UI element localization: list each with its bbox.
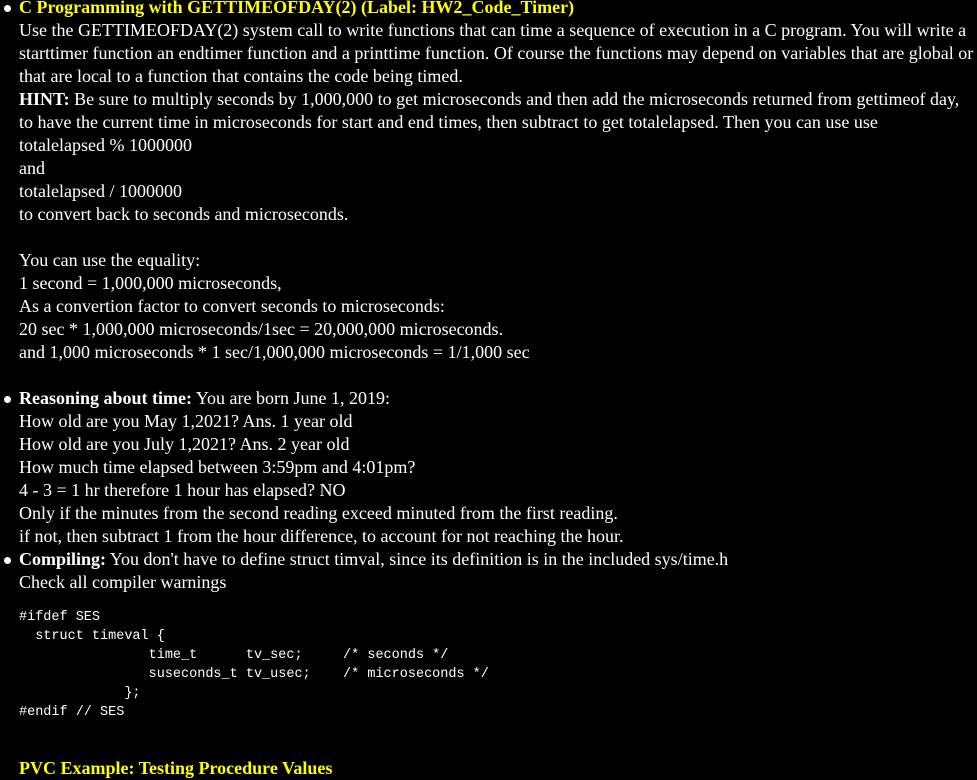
text-line: if not, then subtract 1 from the hour difference, to account for not reaching the hour. (19, 526, 624, 546)
text-line: As a convertion factor to convert seconds to microseconds: (19, 296, 445, 316)
text-line: to convert back to seconds and microseconds. (19, 204, 349, 224)
text-line: You can use the equality: (19, 250, 201, 270)
spacer (19, 364, 977, 387)
reasoning-intro-text: You are born June 1, 2019: (192, 388, 391, 408)
section-title-timer: C Programming with GETTIMEOFDAY(2) (Label: HW2_Code_Timer) (19, 0, 575, 17)
text-line: 1 second = 1,000,000 microseconds, (19, 273, 282, 293)
hint-text: Be sure to multiply seconds by 1,000,000 to get microseconds and then add the microseconds returned from gettimeof day, to have the current time in microseconds for start and end times, then subtract to get totalelapsed. Then you can use use (19, 89, 960, 132)
text-line: 20 sec * 1,000,000 microseconds/1sec = 20,000,000 microseconds. (19, 319, 504, 339)
next-section-title: PVC Example: Testing Procedure Values (19, 758, 333, 778)
list-item-timer (0, 0, 977, 387)
text-line: 4 - 3 = 1 hr therefore 1 hour has elapsed? NO (19, 480, 346, 500)
code-block: #ifdef SES struct timeval { time_t tv_sec; /* seconds */ suseconds_t tv_usec; /* microseconds */ }; #endif // SES (19, 610, 489, 720)
text-line: How old are you May 1,2021? Ans. 1 year old (19, 411, 353, 431)
text-line: Check all compiler warnings (19, 572, 227, 592)
hint-paragraph (19, 88, 977, 134)
bullet-icon (4, 396, 11, 403)
timer-description: Use the GETTIMEOFDAY(2) system call to write functions that can time a sequence of execution in a C program. You will write a starttimer function an endtimer function and a printtime function. Of course the functions may depend on variables that are global or that are local to a function that contains the code being timed. (19, 20, 974, 86)
compiling-intro-text: You don't have to define struct timval, since its definition is in the included sys/time.h (106, 549, 729, 569)
list-item-compiling (0, 548, 977, 722)
text-line: totalelapsed % 1000000 (19, 135, 192, 155)
text-line: How much time elapsed between 3:59pm and 4:01pm? (19, 457, 416, 477)
compiling-intro (19, 548, 977, 571)
reasoning-label: Reasoning about time: (19, 388, 193, 408)
text-line: and (19, 158, 45, 178)
hint-label: HINT: (19, 89, 70, 109)
text-line: How old are you July 1,2021? Ans. 2 year old (19, 434, 350, 454)
bullet-icon (4, 5, 11, 12)
text-line: totalelapsed / 1000000 (19, 181, 182, 201)
text-line: Only if the minutes from the second reading exceed minuted from the first reading. (19, 503, 618, 523)
bullet-icon (4, 557, 11, 564)
compiling-label: Compiling: (19, 549, 107, 569)
list-item-reasoning (0, 387, 977, 548)
reasoning-intro (19, 387, 977, 410)
text-line: and 1,000 microseconds * 1 sec/1,000,000 microseconds = 1/1,000 sec (19, 342, 530, 362)
spacer (19, 226, 977, 249)
